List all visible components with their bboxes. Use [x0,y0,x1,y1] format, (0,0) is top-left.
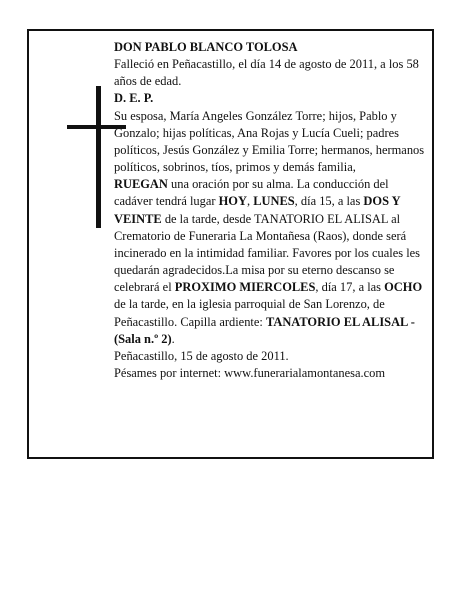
tanatorio: TANATORIO EL ALISAL - (Sala n.º 2) [114,314,415,346]
dep: D. E. P. [114,91,154,106]
proximo-miercoles: PROXIMO MIERCOLES [174,280,316,295]
obituary-text [114,39,426,382]
condolences-line: Pésames por internet: www.funerarialamontanesa.com [114,365,385,380]
cross-icon [96,86,101,228]
time-ocho: OCHO [384,280,423,295]
hoy: HOY [218,194,247,209]
date-line: Peñacastillo, 15 de agosto de 2011. [114,348,289,363]
deceased-name: DON PABLO BLANCO TOLOSA [114,40,298,54]
family-list: Su esposa, María Angeles González Torre; hijos, Pablo y Gonzalo; hijas políticas, Ana Rojas y Lucía Cueli; padres políticos, Jesús González y Emilia Torre; hermanos, hermanos políticos, sobrinos, tíos, primos y demás familia, [114,108,425,175]
ruegan: RUEGAN [114,177,168,192]
death-details: Falleció en Peñacastillo, el día 14 de agosto de 2011, a los 58 años de edad. [114,57,419,89]
lunes: LUNES [253,194,295,209]
ceremony-details: RUEGAN una oración por su alma. La conducción del cadáver tendrá lugar HOY, LUNES, día 15, a las DOS Y VEINTE de la tarde, desde TANATORIO EL ALISAL al Crematorio de Funeraria La Montañesa (Raos), donde será incinerado en la intimidad familiar. Favores por los cuales les quedarán agradecidos.La misa por su eterno descanso se celebrará el PROXIMO MIERCOLES, día 17, a las OCHO de la tarde, en la iglesia parroquial de San Lorenzo, de Peñacastillo. Capilla ardiente: TANATORIO EL ALISAL - (Sala n.º 2). [114,177,423,346]
time-dos-y-veinte: DOS Y VEINTE [114,194,401,226]
